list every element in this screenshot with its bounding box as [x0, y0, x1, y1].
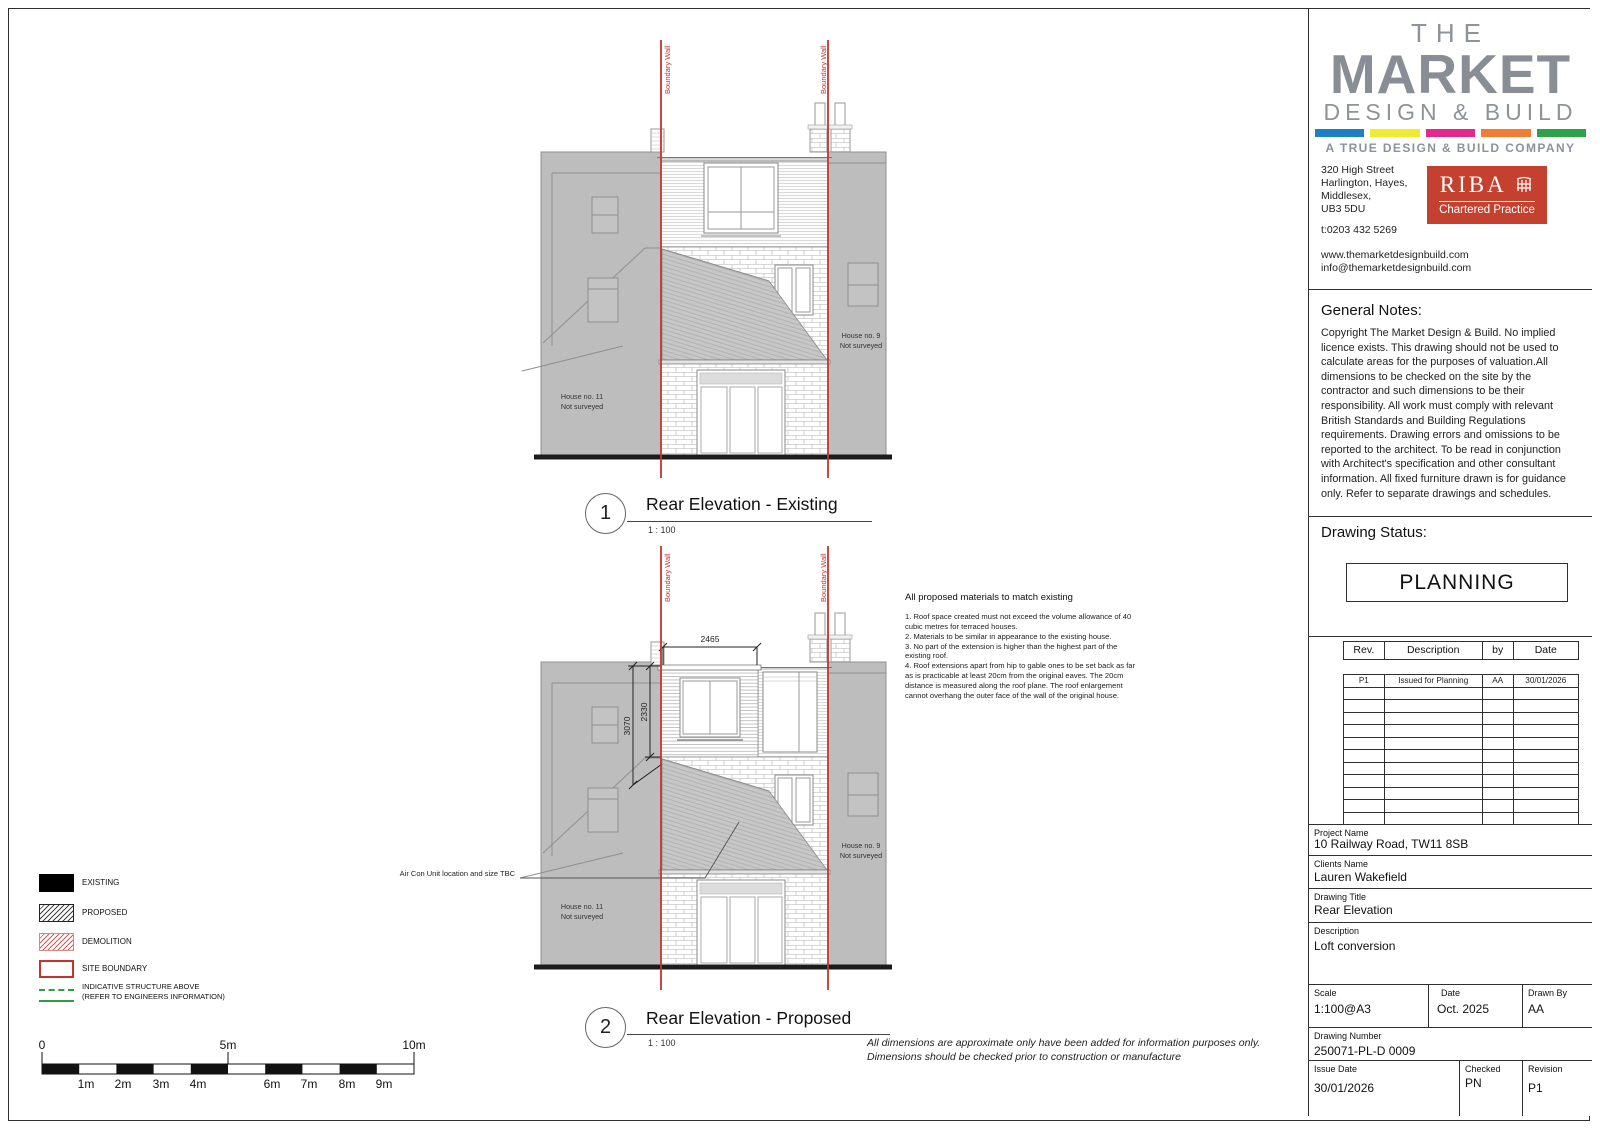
titleblock-logo-section [1309, 9, 1592, 290]
revision-row-empty [1344, 713, 1578, 726]
company-phone: t:0203 432 5269 [1321, 224, 1397, 236]
scale-value: 1:100@A3 [1314, 1002, 1371, 1016]
house-9-existing [828, 152, 886, 455]
house-10-proposed [658, 665, 832, 965]
rev-cell: AA [1483, 675, 1514, 687]
riba-name: RIBA [1439, 172, 1506, 197]
revision-cell [1523, 1061, 1592, 1116]
revision-row-empty [1344, 725, 1578, 738]
scalebar-label: 8m [338, 1077, 356, 1091]
revision-table [1343, 674, 1579, 825]
client-name-value: Lauren Wakefield [1314, 870, 1407, 884]
material-note-item: 1. Roof space created must not exceed the volume allowance of 40 cubic metres for terraced houses. [905, 612, 1132, 631]
disclaimer-line1: All dimensions are approximate only have been added for information purposes only. [867, 1037, 1261, 1049]
legend-label: (REFER TO ENGINEERS INFORMATION) [82, 992, 225, 1001]
rev-header-cell: by [1483, 642, 1514, 659]
boundary-wall-label: Boundary Wall [819, 553, 828, 602]
scalebar-label: 2m [114, 1077, 132, 1091]
address-line: 320 High Street [1321, 164, 1394, 176]
view-number-proposed: 2 [585, 1007, 626, 1048]
aircon-note: Air Con Unit location and size TBC [399, 869, 515, 878]
drawing-title-value: Rear Elevation [1314, 903, 1393, 917]
brand-tagline: A TRUE DESIGN & BUILD COMPANY [1325, 141, 1576, 155]
house9-label2: Not surveyed [839, 851, 883, 860]
revision-row-empty [1344, 800, 1578, 813]
general-notes-title: General Notes: [1321, 302, 1422, 319]
drawing-status-label: Drawing Status: [1321, 524, 1427, 541]
drawing-status-value: PLANNING [1346, 563, 1568, 602]
disclaimer-line2: Dimensions should be checked prior to construction or manufacture [867, 1051, 1181, 1064]
riba-crest-icon [1514, 176, 1534, 194]
house11-label: House no. 11 [560, 392, 604, 401]
date-label: Date [1441, 988, 1461, 998]
revision-row-empty [1344, 775, 1578, 788]
revisions-section [1309, 637, 1592, 825]
legend-item-demolition [39, 933, 299, 953]
revision-row-empty [1344, 700, 1578, 713]
house9-label2: Not surveyed [839, 341, 883, 350]
drawing-number-value: 250071-PL-D 0009 [1314, 1044, 1416, 1058]
general-notes-section [1309, 290, 1592, 517]
boundary-wall-label: Boundary Wall [663, 553, 672, 602]
issue-date-value: 30/01/2026 [1314, 1081, 1375, 1095]
revision-table-header [1343, 641, 1579, 660]
revision-row-empty [1344, 750, 1578, 763]
house9-label: House no. 9 [841, 331, 881, 340]
brand-bar [1537, 129, 1586, 137]
brand-bar [1481, 129, 1530, 137]
scalebar-label: 9m [375, 1077, 393, 1091]
proposed-elevation-drawing [520, 540, 900, 995]
rev-header-cell: Date [1534, 644, 1557, 656]
riba-subtitle: Chartered Practice [1439, 204, 1535, 216]
client-name-label: Clients Name [1314, 859, 1369, 869]
legend-label: INDICATIVE STRUCTURE ABOVE [82, 982, 200, 991]
legend-label: EXISTING [82, 878, 120, 887]
house9-label: House no. 9 [841, 841, 881, 850]
view-scale-existing: 1 : 100 [648, 525, 676, 535]
project-name-section [1309, 825, 1592, 856]
revision-row-empty [1344, 688, 1578, 701]
view-title-proposed: Rear Elevation - Proposed [646, 1008, 852, 1028]
material-notes-heading: All proposed materials to match existing [905, 592, 1073, 603]
scale-date-drawnby-section [1309, 985, 1592, 1028]
drawing-title-label: Drawing Title [1314, 892, 1367, 902]
house11-label2: Not surveyed [560, 912, 604, 921]
revision-row-empty [1344, 763, 1578, 776]
scale-label: Scale [1314, 988, 1337, 998]
existing-elevation-drawing [520, 30, 900, 482]
brand-bar [1370, 129, 1419, 137]
chimney-left-existing [651, 129, 664, 152]
brand-design-build: DESIGN & BUILD [1323, 99, 1578, 125]
address-line: Harlington, Hayes, [1321, 177, 1408, 189]
brand-bar [1426, 129, 1475, 137]
legend-item-existing [39, 874, 299, 894]
view-scale-proposed: 1 : 100 [648, 1038, 676, 1048]
dim-width: 2465 [700, 634, 720, 644]
scale-cell [1309, 985, 1429, 1027]
revision-row [1344, 675, 1578, 688]
drawing-status-section [1309, 517, 1592, 637]
scalebar-label: 0 [38, 1038, 46, 1052]
revision-label: Revision [1528, 1064, 1563, 1074]
legend-item-site-boundary [39, 960, 299, 980]
material-notes [905, 592, 1143, 701]
checked-cell [1460, 1061, 1523, 1116]
revision-row-empty [1344, 813, 1578, 826]
issue-date-label: Issue Date [1314, 1064, 1358, 1074]
existing-swatch [39, 874, 74, 892]
project-name-label: Project Name [1314, 828, 1369, 838]
rev-header-cell: Rev. [1344, 642, 1385, 659]
issue-checked-revision-section [1309, 1061, 1592, 1116]
description-section [1309, 923, 1592, 985]
drawing-number-section [1309, 1028, 1592, 1061]
checked-label: Checked [1465, 1064, 1501, 1074]
riba-divider [1439, 201, 1535, 202]
brand-bar [1315, 129, 1364, 137]
scalebar-label: 1m [77, 1077, 95, 1091]
boundary-wall-label: Boundary Wall [819, 45, 828, 94]
scalebar-label: 10m [402, 1038, 426, 1052]
revision-value: P1 [1528, 1081, 1543, 1095]
drawn-by-label: Drawn By [1528, 988, 1568, 998]
chimney-right-existing [808, 103, 852, 152]
riba-logo [1427, 172, 1547, 198]
material-note-item: 3. No part of the extension is higher than the highest part of the existing roof. [905, 641, 1118, 661]
house-11-existing [522, 152, 661, 455]
house-10-existing [657, 158, 832, 456]
dim-inner-height: 2330 [639, 702, 649, 722]
date-cell [1429, 985, 1523, 1027]
rev-cell: 30/01/2026 [1525, 676, 1567, 685]
rev-cell: P1 [1344, 675, 1385, 687]
drawn-by-value: AA [1528, 1002, 1545, 1016]
scalebar-label: 7m [300, 1077, 318, 1091]
scalebar-label: 3m [152, 1077, 170, 1091]
general-notes-body: Copyright The Market Design & Build. No implied licence exists. This drawing should not be used to calculate areas for the purposes of valuation.All dimensions to be checked on the site by the contractor and such dimensions to be their responsibility. All work must comply with relevant British Standards and Building Regulations requirements. Drawing errors and omissions to be reported to the architect. To be read in conjunction with Architect's specification and other consultant information. All fixed furniture drawn is for guidance only. Refer to separate drawings and schedules. [1321, 327, 1566, 500]
title-block [1308, 9, 1591, 1116]
view-title-underline [627, 1034, 890, 1035]
date-value: Oct. 2025 [1437, 1002, 1490, 1016]
dimensions-disclaimer [867, 1036, 1287, 1064]
demolition-swatch [39, 933, 74, 951]
scalebar-label: 4m [189, 1077, 207, 1091]
project-name-value: 10 Railway Road, TW11 8SB [1314, 837, 1469, 851]
boundary-wall-label: Boundary Wall [663, 45, 672, 94]
site-boundary-swatch [39, 960, 74, 978]
revision-row-empty [1344, 738, 1578, 751]
scalebar-label: 5m [219, 1038, 237, 1052]
material-note-item: 4. Roof extensions apart from hip to gable ones to be set back as far as is practicable at least 20cm from the original eaves. The 20cm distance is measured along the roof plane. The roof enlargement cannot overhang the outer face of the wall of the original house. [905, 661, 1136, 700]
scalebar-label: 6m [263, 1077, 281, 1091]
revision-row-empty [1344, 788, 1578, 801]
proposed-swatch [39, 904, 74, 922]
scale-bar [36, 1036, 426, 1092]
indicative-dashed-line [39, 989, 74, 991]
brand-color-bars [1315, 129, 1586, 137]
legend-label: PROPOSED [82, 908, 128, 917]
client-name-section [1309, 856, 1592, 889]
rev-cell: Issued for Planning [1385, 675, 1483, 687]
legend-item-proposed [39, 904, 299, 924]
view-title-existing: Rear Elevation - Existing [646, 494, 838, 514]
rev-header-cell: Description [1385, 642, 1483, 659]
dim-outer-height: 3070 [622, 716, 632, 736]
drawing-title-section [1309, 889, 1592, 923]
issue-date-cell [1309, 1061, 1460, 1116]
riba-chartered-practice-badge [1427, 166, 1547, 224]
description-label: Description [1314, 926, 1360, 936]
material-note-item: 2. Materials to be similar in appearance to the existing house. [905, 631, 1112, 641]
address-line: UB3 5DU [1321, 203, 1366, 215]
description-value: Loft conversion [1314, 939, 1396, 953]
company-email[interactable]: info@themarketdesignbuild.com [1321, 262, 1472, 274]
drawing-number-label: Drawing Number [1314, 1031, 1382, 1041]
indicative-solid-line [39, 1000, 74, 1002]
drawn-by-cell [1523, 985, 1592, 1027]
chimney-left-proposed [651, 642, 664, 665]
legend-label: DEMOLITION [82, 937, 132, 946]
house-9-proposed [828, 662, 886, 965]
address-line: Middlesex, [1321, 190, 1372, 202]
house11-label: House no. 11 [560, 902, 604, 911]
checked-value: PN [1465, 1076, 1482, 1090]
chimney-right-proposed [808, 613, 852, 662]
brand-the: THE [1411, 18, 1490, 48]
brand-market: MARKET [1329, 43, 1572, 105]
view-title-underline [627, 521, 872, 522]
company-website[interactable]: www.themarketdesignbuild.com [1321, 249, 1469, 261]
legend-item-indicative [39, 982, 339, 1008]
view-number-existing: 1 [585, 493, 626, 534]
house11-label2: Not surveyed [560, 402, 604, 411]
legend-label: SITE BOUNDARY [82, 964, 148, 973]
company-address [1321, 164, 1407, 216]
